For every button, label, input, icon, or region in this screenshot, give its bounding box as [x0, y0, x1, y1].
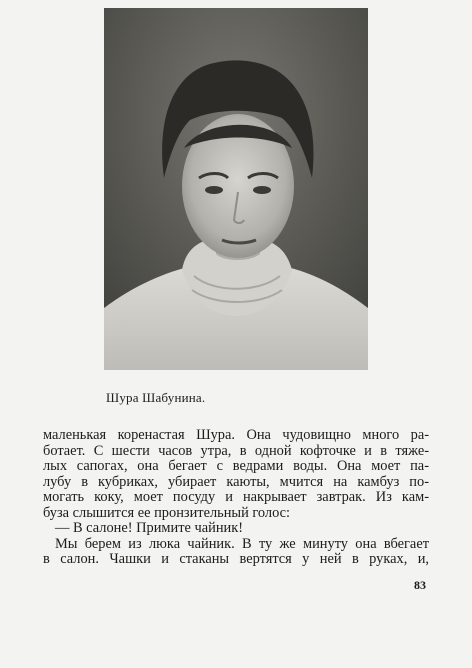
text-line: лубу в кубриках, убирает каюты, мчится на камбуз по-	[43, 473, 429, 490]
text-line: Мы берем из люка чайник. В ту же минуту она вбегает	[55, 535, 429, 552]
dialogue-line: — В салоне! Примите чайник!	[55, 520, 243, 536]
text-line: лых сапогах, она бегает с ведрами воды. Она моет па-	[43, 458, 429, 474]
page-number: 83	[414, 578, 426, 592]
photo-caption: Шура Шабунина.	[106, 390, 206, 405]
text-line: буза слышится ее пронзительный голос:	[43, 504, 291, 521]
text-line: в салон. Чашки и стаканы вертятся у ней в руках, и,	[43, 551, 429, 567]
text-line: могать коку, моет посуду и накрывает завтрак. Из кам-	[43, 489, 429, 505]
portrait-photo-image	[104, 8, 368, 370]
text-line: маленькая коренастая Шура. Она чудовищно много ра-	[43, 427, 429, 443]
portrait-photo	[104, 8, 368, 370]
body-text	[43, 428, 429, 568]
text-line: ботает. С шести часов утра, в одной кофточке и в тяже-	[43, 442, 429, 459]
